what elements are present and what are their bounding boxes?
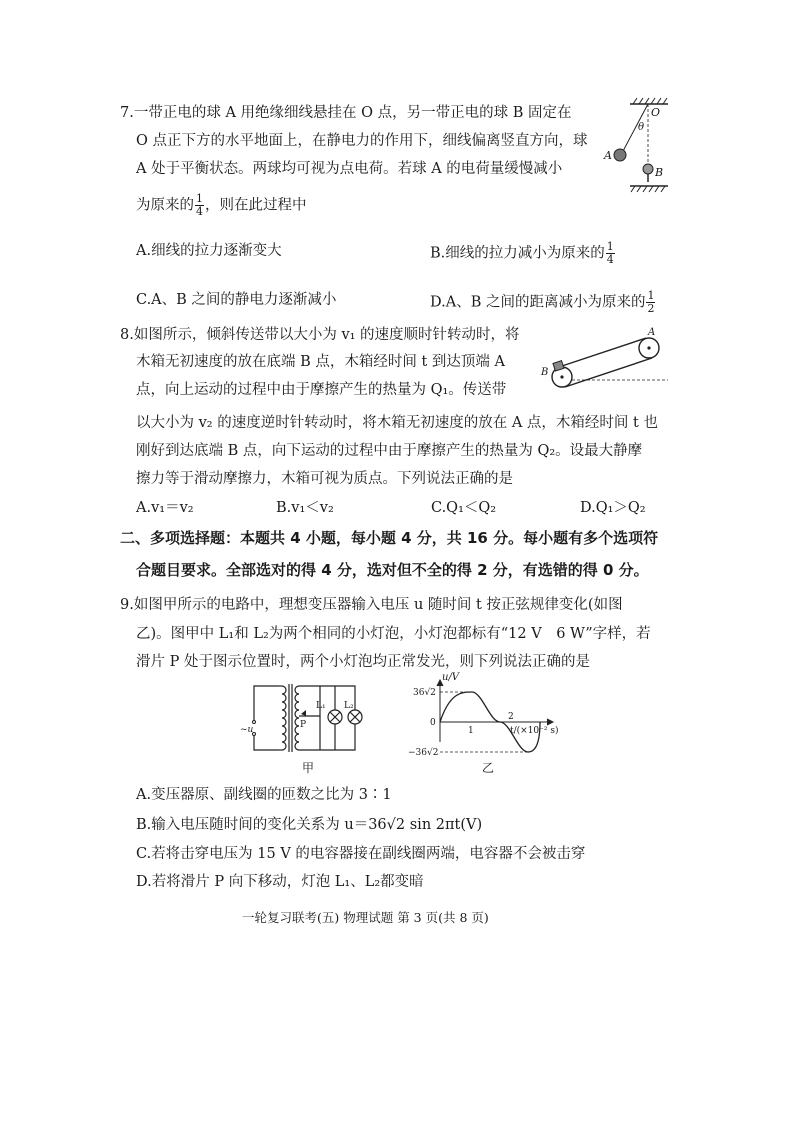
svg-text:A: A [648,327,656,338]
svg-text:0: 0 [430,718,436,728]
q7-line4 [136,193,307,218]
q8-line5: 刚好到达底端 B 点，向下运动的过程中由于摩擦产生的热量为 Q₂。设最大静摩 [136,443,643,459]
section2-heading-line2: 合题目要求。全部选对的得 4 分，选对但不全的得 2 分，有选错的得 0 分。 [136,561,649,579]
q8-line3: 点，向上运动的过程中由于摩擦产生的热量为 Q₁。传送带 [136,382,507,398]
q8-option-b: B.v₁＜v₂ [276,500,334,516]
q7-fraction: $\frac{1}{4}$ [196,192,203,218]
svg-text:t/(×10⁻² s): t/(×10⁻² s) [510,726,559,736]
q9-circuit-figure [240,678,380,778]
q8-option-c: C.Q₁＜Q₂ [431,500,497,516]
q7-line4-post: ，则在此过程中 [205,197,307,214]
q7-option-a: A.细线的拉力逐渐变大 [136,243,282,259]
svg-text:A: A [604,149,612,162]
svg-text:P: P [300,720,307,730]
svg-text:O: O [651,106,661,119]
svg-text:1: 1 [468,726,474,736]
q9-line3: 滑片 P 处于图示位置时，两个小灯泡均正常发光，则下列说法正确的是 [136,654,590,670]
svg-text:u/V: u/V [442,672,460,683]
q7-option-c: C.A、B 之间的静电力逐渐减小 [136,292,337,308]
ball-a [614,149,626,161]
q7-line3: A 处于平衡状态。两球均可视为点电荷。若球 A 的电荷量缓慢减小 [136,161,563,177]
q9-sine-graph [400,672,600,782]
q8-line1: 8.如图所示，倾斜传送带以大小为 v₁ 的速度顺时针转动时，将 [120,327,520,343]
q8-conveyor-figure [540,325,670,395]
q9-line2: 乙)。图甲中 L₁和 L₂为两个相同的小灯泡，小灯泡都标有“12 V 6 W”字样，若 [136,626,651,642]
q8-line2: 木箱无初速度的放在底端 B 点，木箱经时间 t 到达顶端 A [136,354,505,370]
q9-line1: 9.如图甲所示的电路中，理想变压器输入电压 u 随时间 t 按正弦规律变化(如图 [120,597,623,613]
svg-text:L₂: L₂ [344,701,354,711]
q8-option-a: A.v₁＝v₂ [136,500,194,516]
page-footer: 一轮复习联考(五) 物理试题 第 3 页(共 8 页) [242,910,489,925]
q9-option-a: A.变压器原、副线圈的匝数之比为 3∶1 [136,787,392,803]
q7-figure [600,98,670,208]
svg-text:2: 2 [508,712,514,722]
q9-option-d: D.若将滑片 P 向下移动，灯泡 L₁、L₂都变暗 [136,874,424,890]
svg-text:36√2: 36√2 [413,688,436,698]
q8-option-d: D.Q₁＞Q₂ [580,500,646,516]
q7-line4-pre: 为原来的 [136,197,194,214]
q7-option-d: D.A、B 之间的距离减小为原来的 $\frac{1}{2}$ [430,289,655,315]
svg-text:L₁: L₁ [316,701,326,711]
svg-text:~u: ~u [240,725,254,735]
figure-yi-caption: 乙 [482,761,495,775]
section2-heading-line1: 二、多项选择题：本题共 4 小题，每小题 4 分，共 16 分。每小题有多个选项符 [120,529,659,547]
figure-jia-caption: 甲 [302,761,315,775]
q7-line1: 7.一带正电的球 A 用绝缘细线悬挂在 O 点，另一带正电的球 B 固定在 [120,105,572,121]
q8-line4: 以大小为 v₂ 的速度逆时针转动时，将木箱无初速度的放在 A 点，木箱经时间 t 也 [136,415,658,431]
svg-text:B: B [541,367,549,378]
q7-line2: O 点正下方的水平地面上，在静电力的作用下，细线偏离竖直方向，球 [136,133,588,149]
svg-text:B: B [655,166,664,179]
q9-option-c: C.若将击穿电压为 15 V 的电容器接在副线圈两端，电容器不会被击穿 [136,846,586,862]
q8-line6: 擦力等于滑动摩擦力，木箱可视为质点。下列说法正确的是 [136,471,513,487]
q7-option-b: B.细线的拉力减小为原来的 $\frac{1}{4}$ [430,240,614,266]
svg-text:−36√2: −36√2 [408,748,439,758]
ball-b [643,164,653,174]
q9-option-b: B.输入电压随时间的变化关系为 u＝36√2 sin 2πt(V) [136,817,483,833]
svg-text:θ: θ [638,122,645,133]
